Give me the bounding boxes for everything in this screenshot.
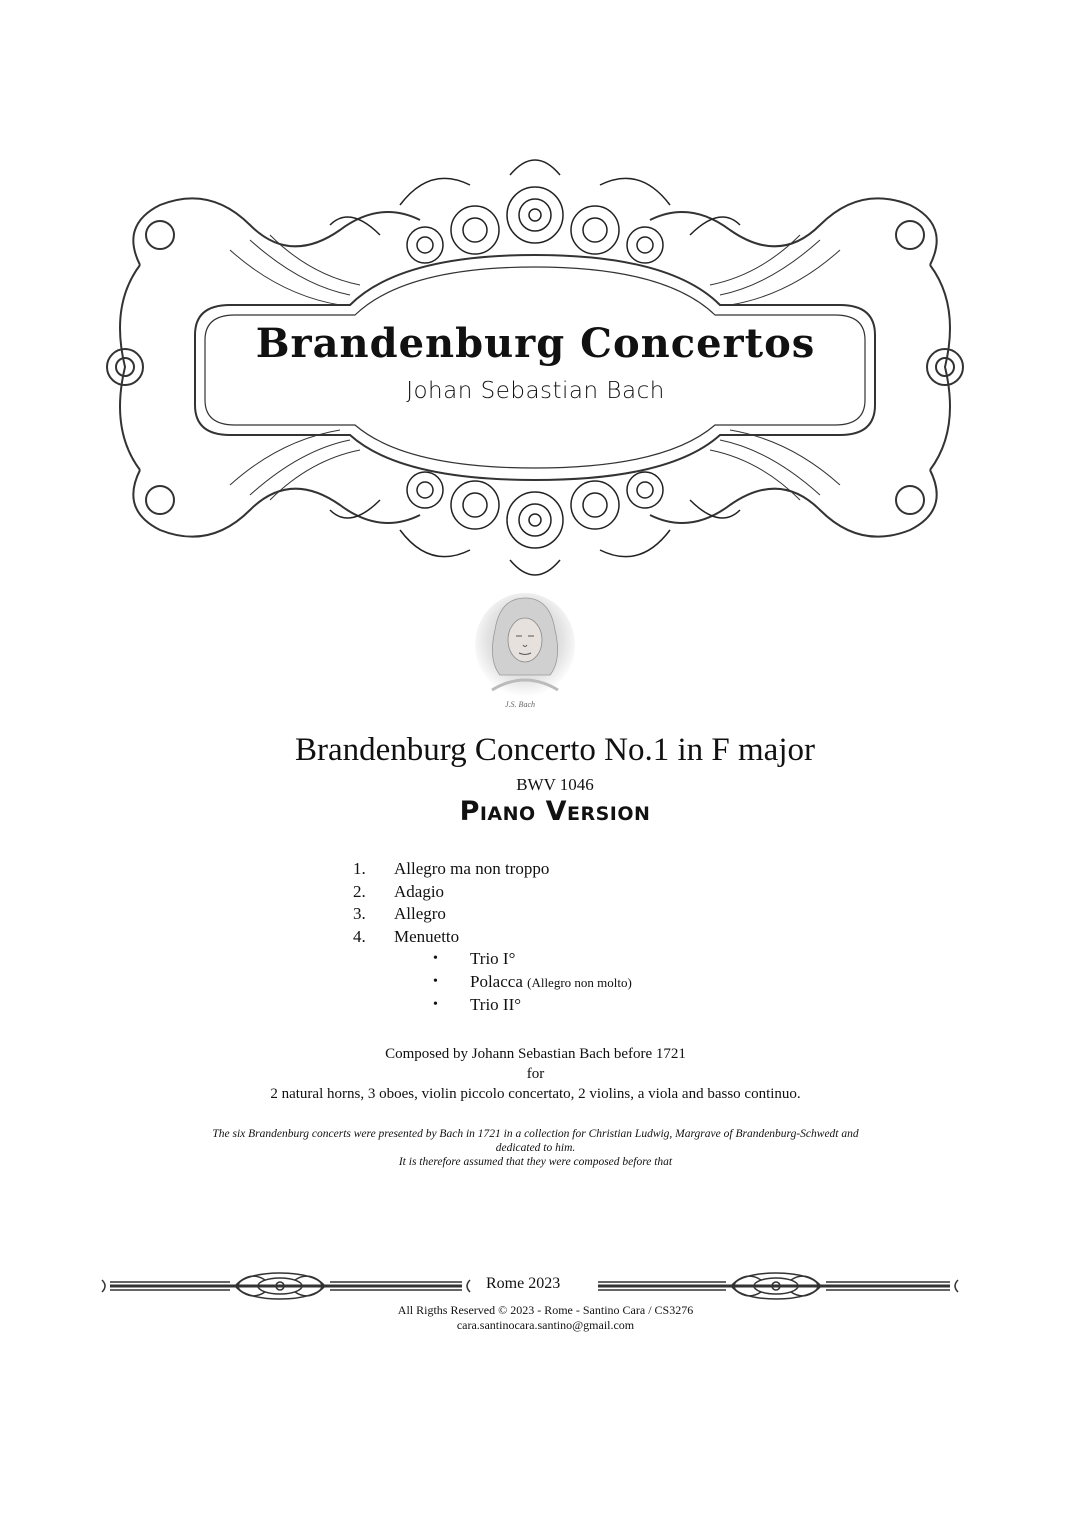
sub-movement-name: Polacca (Allegro non molto): [470, 971, 632, 991]
tempo-note: (Allegro non molto): [527, 974, 632, 990]
collection-title: Brandenburg Concertos: [255, 320, 816, 367]
note-line: The six Brandenburg concerts were presented by Bach in 1721 in a collection for Christian Ludwig, Margrave of Brandenburg-Schwedt and: [212, 1128, 859, 1140]
composer-name: Johan Sebastian Bach: [406, 378, 665, 404]
note-line: It is therefore assumed that they were composed before that: [398, 1156, 673, 1168]
catalog-number: BWV 1046: [516, 775, 594, 794]
copyright-line: All Rigths Reserved © 2023 - Rome - Santino Cara / CS3276: [397, 1303, 694, 1317]
bullet-icon: •: [433, 973, 438, 989]
contact-email: cara.santinocara.santino@gmail.com: [456, 1318, 635, 1332]
instrumentation-line: 2 natural horns, 3 oboes, violin piccolo concertato, 2 violins, a viola and basso continuo.: [270, 1086, 801, 1102]
sub-movement-name: Trio I°: [470, 949, 516, 969]
movement-number: 2.: [353, 881, 366, 901]
movement-number: 1.: [353, 859, 366, 878]
ornamental-divider-right: [596, 1270, 960, 1302]
movement-name: Adagio: [394, 881, 445, 901]
history-note: [130, 1127, 941, 1169]
note-line: dedicated to him.: [495, 1142, 576, 1154]
movement-number: 3.: [353, 904, 366, 924]
for-line: for: [526, 1066, 545, 1082]
concerto-title: Brandenburg Concerto No.1 in F major: [295, 732, 815, 768]
ornamental-frame: [100, 145, 970, 590]
ornamental-divider-left: [100, 1270, 472, 1302]
portrait-signature: J.S. Bach: [505, 700, 535, 709]
bullet-icon: •: [433, 996, 438, 1012]
composed-by-line: Composed by Johann Sebastian Bach before 1721: [385, 1046, 686, 1062]
bach-portrait: [470, 590, 580, 710]
movement-name: Allegro: [394, 904, 446, 924]
place-date: Rome 2023: [486, 1275, 561, 1292]
bullet-icon: •: [433, 951, 438, 967]
movement-name: Menuetto: [394, 926, 460, 946]
movement-number: 4.: [353, 926, 366, 946]
version-label: Piano Version: [459, 796, 651, 827]
sub-movement-name: Trio II°: [470, 994, 522, 1014]
movement-name: Allegro ma non troppo: [394, 859, 550, 878]
